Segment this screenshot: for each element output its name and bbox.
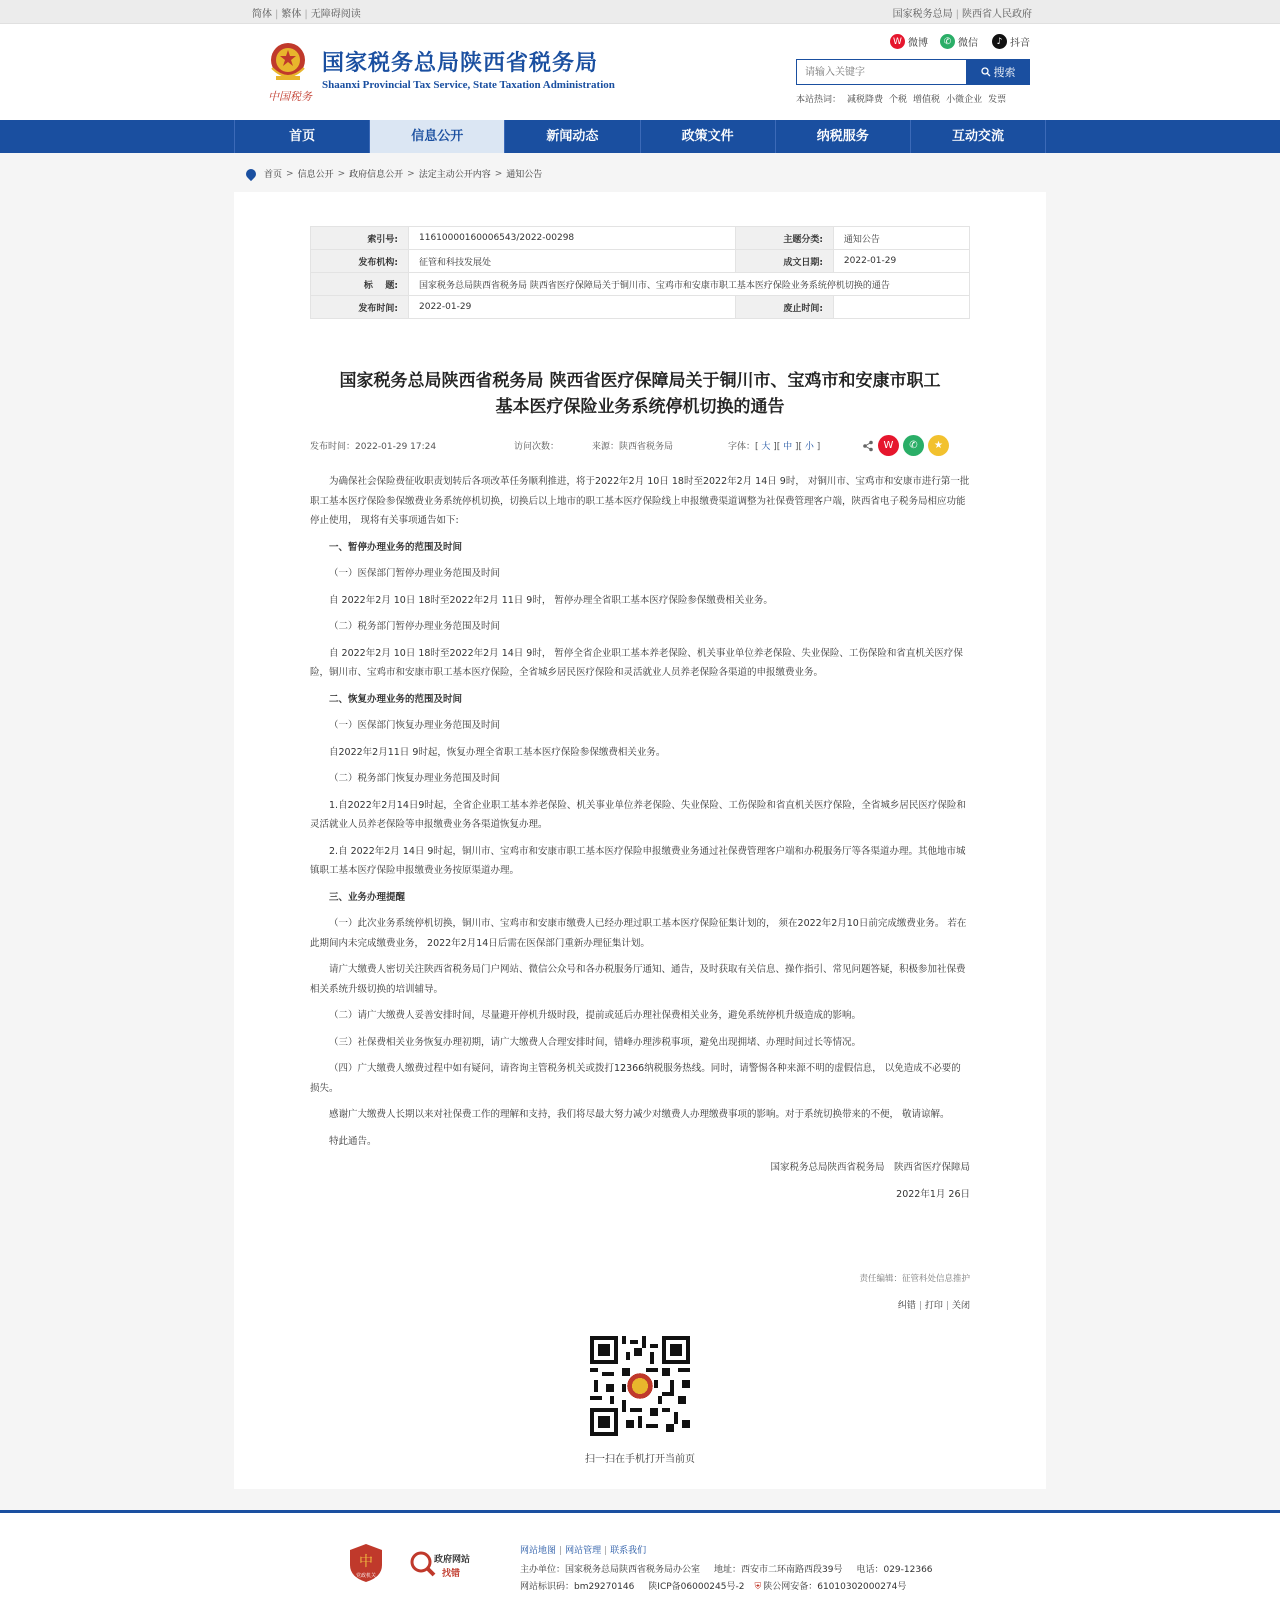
paragraph: （一）医保部门暂停办理业务范围及时间 (329, 568, 501, 579)
sta-link[interactable]: 国家税务总局 (892, 9, 953, 20)
breadcrumb-item[interactable]: 首页 (264, 170, 283, 180)
abolish-label: 废止时间: (735, 296, 833, 319)
favorite-star-icon[interactable]: ★ (928, 435, 949, 456)
font-medium-button[interactable]: 中 (783, 442, 793, 452)
nav-interaction[interactable]: 互动交流 (911, 120, 1046, 153)
index-label: 索引号: (311, 227, 409, 250)
language-links: 简体 | 繁体 | 无障碍阅读 (252, 9, 361, 20)
logo-caption: 中国税务 (268, 90, 312, 103)
weibo-link[interactable] (890, 34, 928, 49)
paragraph: （一）医保部门恢复办理业务范围及时间 (329, 720, 501, 731)
hot-words-label: 本站热词： (796, 95, 842, 105)
icp-link[interactable]: 陕ICP备06000245号-2 (648, 1582, 745, 1592)
font-small-button[interactable]: 小 (804, 442, 814, 452)
section-heading: 二、恢复办理业务的范围及时间 (329, 693, 463, 705)
nav-tax-service[interactable]: 纳税服务 (776, 120, 911, 153)
badge1-text: 党政机关 (355, 1573, 377, 1579)
douyin-link[interactable] (992, 34, 1030, 49)
simplified-link[interactable]: 简体 (252, 9, 272, 20)
pubtime-label: 发布时间: (311, 296, 409, 319)
paragraph: 特此通告。 (329, 1135, 377, 1147)
paragraph: （二）税务部门恢复办理业务范围及时间 (329, 773, 501, 784)
badge2-text: 政府网站 (434, 1555, 471, 1565)
print-link[interactable]: 打印 (924, 1301, 943, 1311)
search-icon (981, 67, 991, 77)
index-value: 11610000160006543/2022-00298 (409, 227, 736, 250)
host-unit: 主办单位：国家税务总局陕西省税务局办公室 (520, 1565, 701, 1575)
contact-link[interactable]: 联系我们 (610, 1546, 647, 1556)
hot-word[interactable]: 发票 (988, 95, 1007, 105)
font-size-switcher: 字体：[ 大 ][ 中 ][ 小 ] (728, 442, 821, 452)
nav-policy[interactable]: 政策文件 (641, 120, 776, 153)
wechat-label: 微信 (958, 38, 978, 49)
search-input[interactable] (796, 59, 966, 85)
site-footer (0, 1510, 1280, 1615)
hot-word[interactable]: 个税 (889, 95, 908, 105)
article-source: 来源：陕西省税务局 (592, 442, 674, 452)
sitemap-link[interactable]: 网站地图 (520, 1546, 557, 1556)
paragraph: （二）税务部门暂停办理业务范围及时间 (329, 621, 501, 632)
created-value: 2022-01-29 (833, 250, 969, 273)
external-links: 国家税务总局 | 陕西省人民政府 (892, 9, 1032, 20)
paragraph: （一）此次业务系统停机切换，铜川市、宝鸡市和安康市缴费人已经办理过职工基本医疗保险征集计划的， 须在2022年2月10日前完成缴费业务。 若在此期间内未完成缴费业务， 2022年2月14日后需在医保部门重新办理征集计划。 (310, 918, 967, 949)
footer-info-line (520, 1562, 947, 1575)
article-meta (310, 435, 970, 455)
qr-code-icon (590, 1336, 690, 1436)
hot-words (796, 92, 1006, 105)
nav-info-disclosure[interactable]: 信息公开 (370, 120, 505, 153)
sign-date: 2022年1月 26日 (896, 1188, 970, 1200)
national-emblem-icon[interactable] (264, 38, 312, 86)
address: 地址：西安市二环南路西段39号 (714, 1565, 843, 1575)
hot-word[interactable]: 小微企业 (946, 95, 983, 105)
paragraph: 请广大缴费人密切关注陕西省税务局门户网站、微信公众号和各办税服务厅通知、通告，及时获取有关信息、操作指引、常见问题答疑，积极参加社保费相关系统升级切换的培训辅导。 (310, 964, 966, 995)
paragraph: 2.自 2022年2月 14日 9时起，铜川市、宝鸡市和安康市职工基本医疗保险申报缴费业务通过社保费管理客户端和办税服务厅等各渠道办理。其他地市城镇职工基本医疗保险申报缴费业务按原渠道办理。 (310, 845, 966, 876)
created-label: 成文日期: (735, 250, 833, 273)
article-body (310, 472, 970, 1211)
breadcrumb-item[interactable]: 信息公开 (297, 170, 334, 180)
paragraph: 1.自2022年2月14日9时起，全省企业职工基本养老保险、机关事业单位养老保险、失业保险、工伤保险和省直机关医疗保险，全省城乡居民医疗保险和灵活就业人员养老保险等申报缴费业务各渠道恢复办理。 (310, 799, 966, 830)
wechat-icon: ✆ (940, 34, 955, 49)
traditional-link[interactable]: 繁体 (281, 9, 302, 20)
report-error-link[interactable]: 纠错 (897, 1301, 916, 1311)
pubtime-value: 2022-01-29 (409, 296, 736, 319)
shaanxi-gov-link[interactable]: 陕西省人民政府 (962, 9, 1032, 20)
article-tools: 纠错 | 打印 | 关闭 (897, 1301, 970, 1311)
paragraph: （四）广大缴费人缴费过程中如有疑问，请咨询主管税务机关或拨打12366纳税服务热线。同时，请警惕各种来源不明的虚假信息， 以免造成不必要的损失。 (310, 1063, 961, 1094)
site-header (0, 24, 1280, 120)
party-gov-badge-icon[interactable] (348, 1543, 384, 1583)
category-value: 通知公告 (833, 227, 969, 250)
article-panel (234, 192, 1046, 1489)
breadcrumb-item[interactable]: 政府信息公开 (349, 170, 404, 180)
hot-word[interactable]: 减税降费 (847, 95, 884, 105)
paragraph: 自2022年2月11日 9时起，恢复办理全省职工基本医疗保险参保缴费相关业务。 (329, 746, 666, 758)
top-utility-bar (0, 0, 1280, 24)
police-record-link[interactable]: 陕公网安备：61010302000274号 (763, 1582, 907, 1592)
paragraph: 感谢广大缴费人长期以来对社保费工作的理解和支持，我们将尽最大努力减少对缴费人办理缴费事项的影响。对于系统切换带来的不便， 敬请谅解。 (329, 1109, 950, 1120)
issuer-value: 征管和科技发展处 (409, 250, 736, 273)
search-button-label: 搜索 (993, 66, 1016, 79)
paragraph: （二）请广大缴费人妥善安排时间，尽量避开停机升级时段，提前或延后办理社保费相关业务，避免系统停机升级造成的影响。 (329, 1010, 862, 1021)
svg-text:中: 中 (359, 1554, 373, 1570)
police-shield-icon: ⛨ (754, 1582, 762, 1592)
share-bar (862, 435, 949, 456)
site-title[interactable]: 国家税务总局陕西省税务局 (322, 51, 599, 76)
font-size-label: 字体： (728, 442, 756, 452)
paragraph: 自 2022年2月 10日 18时至2022年2月 11日 9时， 暂停办理全省职工基本医疗保险参保缴费相关业务。 (329, 594, 773, 606)
share-weibo-icon[interactable]: W (878, 435, 899, 456)
weibo-icon: W (890, 34, 905, 49)
paragraph: 自 2022年2月 10日 18时至2022年2月 14日 9时， 暂停全省企业职工基本养老保险、机关事业单位养老保险、失业保险、工伤保险和省直机关医疗保险，铜川市、宝鸡市和安康市职工基本医疗保险，全省城乡居民医疗保险和灵活就业人员养老保险各渠道的申报缴费业务。 (310, 647, 963, 678)
breadcrumb-item[interactable]: 法定主动公开内容 (418, 170, 491, 180)
article-title (294, 368, 986, 420)
signature: 国家税务总局陕西省税务局 陕西省医疗保障局 (770, 1162, 970, 1173)
accessibility-link[interactable]: 无障碍阅读 (310, 9, 361, 20)
douyin-icon: ♪ (992, 34, 1007, 49)
paragraph: （三）社保费相关业务恢复办理初期，请广大缴费人合理安排时间，错峰办理涉税事项，避免出现拥堵、办理时间过长等情况。 (329, 1036, 862, 1048)
search-button[interactable] (966, 59, 1030, 85)
article-title-line: 国家税务总局陕西省税务局 陕西省医疗保障局关于铜川市、宝鸡市和安康市职工 (339, 371, 941, 391)
breadcrumb-item[interactable]: 通知公告 (506, 170, 543, 180)
location-pin-icon (244, 166, 258, 180)
font-large-button[interactable]: 大 (761, 442, 771, 452)
title-label: 标 题: (311, 273, 409, 296)
badge2-sub: 找错 (442, 1569, 461, 1579)
title-value: 国家税务总局陕西省税务局 陕西省医疗保障局关于铜川市、宝鸡市和安康市职工基本医疗保险业务系统停机切换的通告 (409, 273, 970, 296)
visit-count: 访问次数： (514, 442, 560, 452)
site-subtitle: Shaanxi Provincial Tax Service, State Taxation Administration (322, 79, 615, 91)
share-icon[interactable] (862, 440, 874, 452)
section-heading: 三、业务办理提醒 (329, 891, 406, 903)
category-label: 主题分类: (735, 227, 833, 250)
phone: 电话：029-12366 (856, 1565, 933, 1575)
footer-links: 网站地图 | 网站管理 | 联系我们 (520, 1546, 647, 1556)
abolish-value (833, 296, 969, 319)
share-wechat-icon[interactable]: ✆ (903, 435, 924, 456)
info-table (310, 226, 970, 319)
site-admin-link[interactable]: 网站管理 (565, 1546, 602, 1556)
issuer-label: 发布机构: (311, 250, 409, 273)
paragraph: 为确保社会保险费征收职责划转后各项改革任务顺利推进，将于2022年2月 10日 18时至2022年2月 14日 9时， 对铜川市、宝鸡市和安康市进行第一批职工基本医疗保险参保缴费业务系统停机切换，切换后以上地市的职工基本医疗保险线上申报缴费渠道调整为社保费管理客户端，陕西省电子税务局相应功能停止使用， 现将有关事项通告如下: (310, 476, 970, 526)
qr-caption: 扫一扫在手机打开当前页 (585, 1454, 695, 1465)
publish-time: 发布时间：2022-01-29 17:24 (310, 442, 437, 452)
douyin-label: 抖音 (1010, 38, 1030, 49)
responsible-editor: 责任编辑：征管科处信息推护 (859, 1274, 970, 1284)
article-title-line: 基本医疗保险业务系统停机切换的通告 (495, 397, 785, 417)
breadcrumb: 首页 > 信息公开 > 政府信息公开 > 法定主动公开内容 > 通知公告 (246, 167, 542, 180)
footer-info-line (520, 1579, 906, 1592)
site-code: 网站标识码：bm29270146 (520, 1582, 635, 1592)
main-nav (0, 120, 1280, 153)
close-link[interactable]: 关闭 (951, 1301, 970, 1311)
nav-news[interactable]: 新闻动态 (505, 120, 640, 153)
weibo-label: 微博 (908, 38, 928, 49)
gov-site-error-badge[interactable] (408, 1547, 476, 1581)
section-heading: 一、暂停办理业务的范围及时间 (329, 541, 463, 553)
hot-word[interactable]: 增值税 (913, 95, 941, 105)
nav-home[interactable]: 首页 (234, 120, 370, 153)
wechat-link[interactable] (940, 34, 978, 49)
